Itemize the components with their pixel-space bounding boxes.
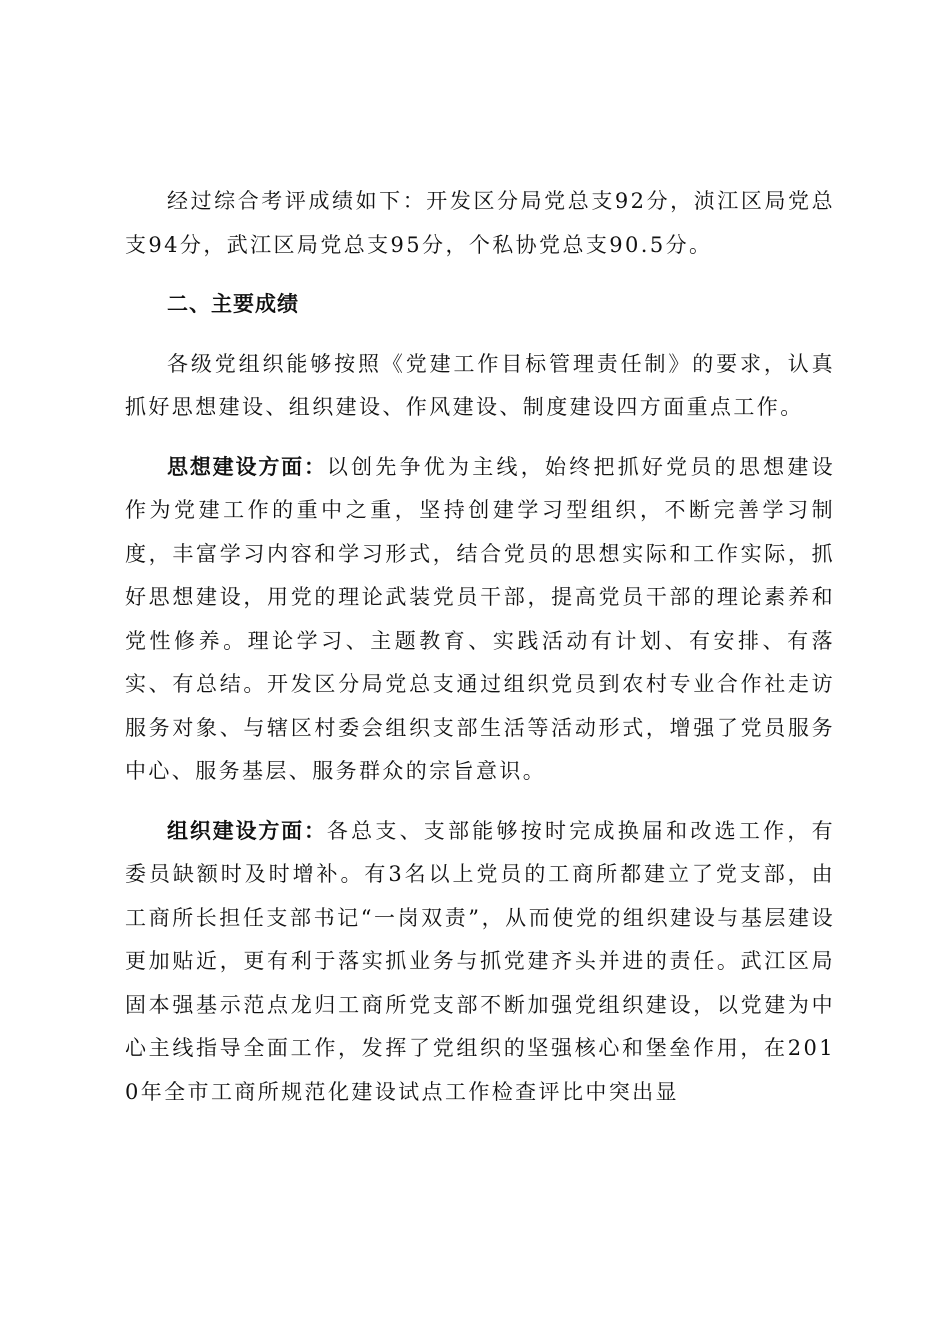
paragraph-organizational-building <box>125 810 835 1115</box>
paragraph-text: 各总支、支部能够按时完成换届和改选工作，有委员缺额时及时增补。有3名以上党员的工商所都建立了党支部，由工商所长担任支部书记“一岗双责”，从而使党的组织建设与基层建设更加贴近，更有利于落实抓业务与抓党建齐头并进的责任。武江区局固本强基示范点龙归工商所党支部不断加强党组织建设，以党建为中心主线指导全面工作，发挥了党组织的坚强核心和堡垒作用，在2010年全市工商所规范化建设试点工作检查评比中突出显 <box>125 818 835 1104</box>
paragraph-lead: 思想建设方面： <box>167 454 327 479</box>
paragraph-text: 以创先争优为主线，始终把抓好党员的思想建设作为党建工作的重中之重，坚持创建学习型组织，不断完善学习制度，丰富学习内容和学习形式，结合党员的思想实际和工作实际，抓好思想建设，用党的理论武装党员干部，提高党员干部的理论素养和党性修养。理论学习、主题教育、实践活动有计划、有安排、有落实、有总结。开发区分局党总支通过组织党员到农村专业合作社走访服务对象、与辖区村委会组织支部生活等活动形式，增强了党员服务中心、服务基层、服务群众的宗旨意识。 <box>125 454 835 783</box>
document-body <box>125 180 835 1114</box>
paragraph-intro <box>125 343 835 430</box>
paragraph-text: 经过综合考评成绩如下：开发区分局党总支92分，浈江区局党总支94分，武江区局党总支95分，个私协党总支90.5分。 <box>125 189 835 257</box>
paragraph-ideological-building <box>125 446 835 794</box>
paragraph-lead: 组织建设方面： <box>167 818 327 843</box>
paragraph-scores <box>125 180 835 267</box>
section-heading-main-achievements: 二、主要成绩 <box>167 292 299 316</box>
paragraph-text: 各级党组织能够按照《党建工作目标管理责任制》的要求，认真抓好思想建设、组织建设、作风建设、制度建设四方面重点工作。 <box>125 351 835 419</box>
